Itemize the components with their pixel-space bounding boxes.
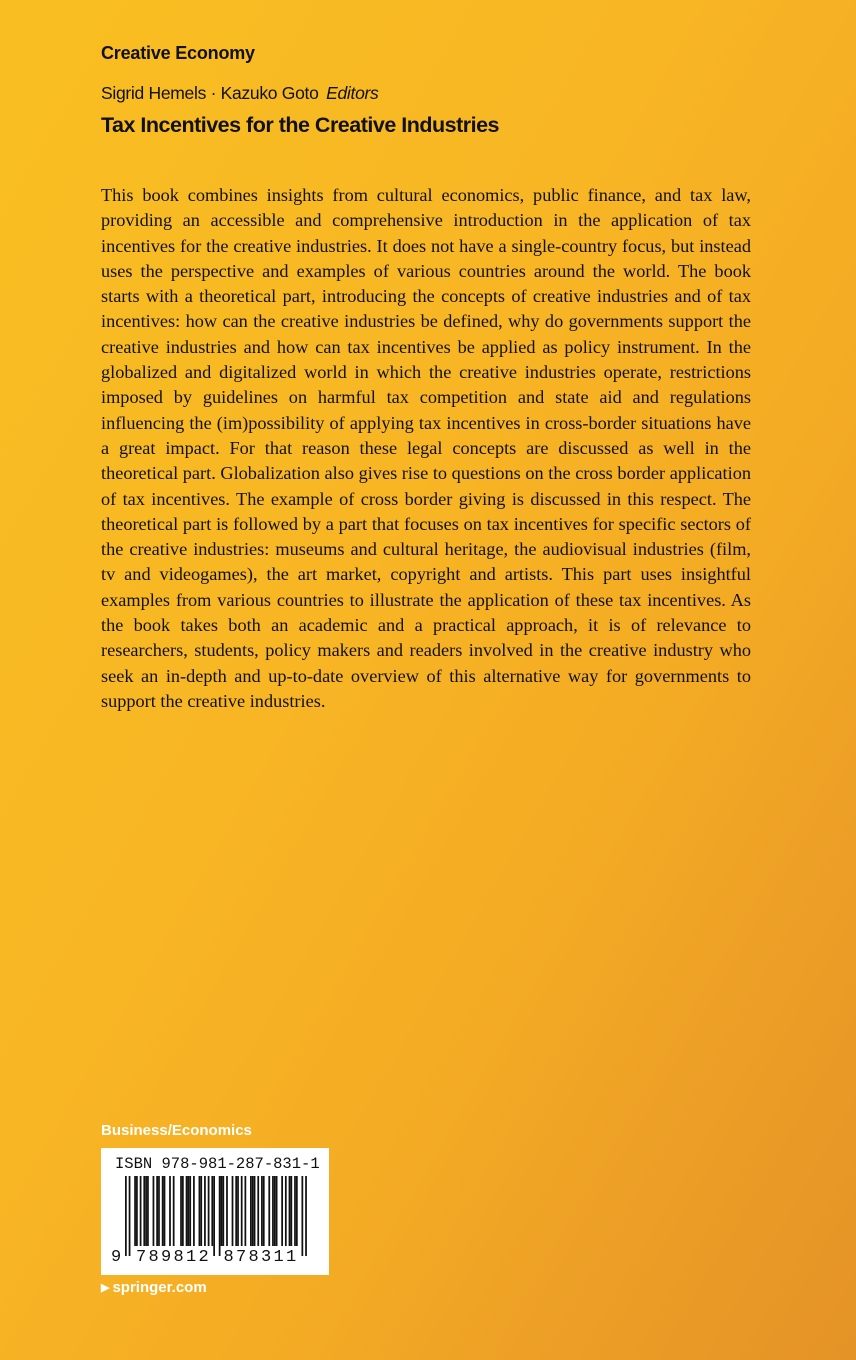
barcode-icon <box>125 1176 307 1256</box>
book-title: Tax Incentives for the Creative Industries <box>101 113 499 137</box>
isbn-number: ISBN 978-981-287-831-1 <box>115 1155 320 1173</box>
category-label: Business/Economics <box>101 1122 252 1139</box>
publisher-website: springer.com <box>112 1279 207 1296</box>
editor-names: Sigrid Hemels · Kazuko Goto <box>101 83 319 103</box>
play-arrow-icon: ▶ <box>101 1282 110 1294</box>
barcode-digits: 9 789812 878311 <box>111 1248 299 1267</box>
barcode-panel <box>101 1148 329 1275</box>
publisher-link[interactable] <box>101 1279 207 1296</box>
editors-line <box>101 83 378 104</box>
series-title: Creative Economy <box>101 43 255 63</box>
book-description: This book combines insights from cultural economics, public finance, and tax law, providing an accessible and comprehensive introduction in the application of tax incentives for the creative industries. It does not have a single-country focus, but instead uses the perspective and examples of various countries around the world. The book starts with a theoretical part, introducing the concepts of creative industries and of tax incentives: how can the creative industries be defined, why do governments support the creative industries and how can tax incentives be applied as policy instrument. In the globalized and digitalized world in which the creative industries operate, restrictions imposed by guidelines on harmful tax competition and state aid and regulations influencing the (im)possibility of applying tax incentives in cross-border situations have a great impact. For that reason these legal concepts are discussed as well in the theoretical part. Globalization also gives rise to questions on the cross border application of tax incentives. The example of cross border giving is discussed in this respect. The theoretical part is followed by a part that focuses on tax incentives for specific sectors of the creative industries: museums and cultural heritage, the audiovisual industries (film, tv and videogames), the art market, copyright and artists. This part uses insightful examples from various countries to illustrate the application of these tax incentives. As the book takes both an academic and a practical approach, it is of relevance to researchers, students, policy makers and readers involved in the creative industry who seek an in-depth and up-to-date overview of this alternative way for governments to support the creative industries. <box>101 185 751 711</box>
editors-role: Editors <box>326 83 379 103</box>
